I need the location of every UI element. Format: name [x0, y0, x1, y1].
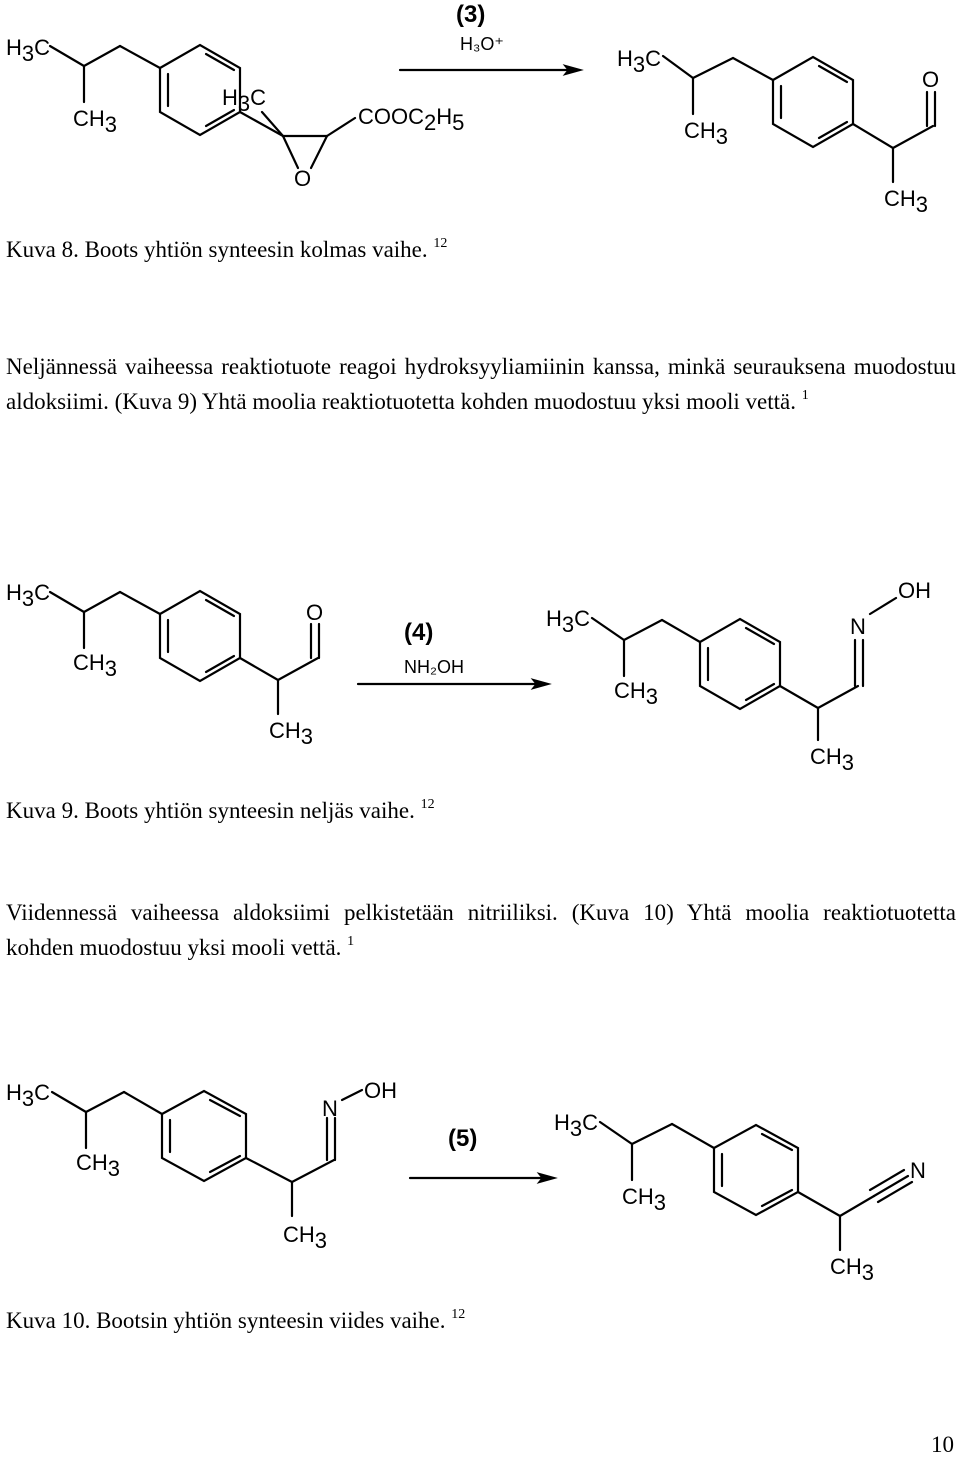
reaction-arrow-3 — [400, 1, 582, 75]
product-aldehyde — [617, 46, 939, 217]
reactant-aldoxime — [6, 1078, 397, 1253]
step-label: (5) — [448, 1125, 478, 1152]
svg-text:N: N — [850, 614, 866, 639]
svg-text:CH3: CH3 — [684, 118, 729, 149]
reaction-arrow-4 — [358, 619, 550, 689]
svg-text:CH3: CH3 — [73, 106, 118, 137]
svg-text:CH3: CH3 — [830, 1254, 875, 1285]
svg-text:H3C: H3C — [6, 35, 51, 66]
svg-text:COOC2H5: COOC2H5 — [358, 104, 465, 135]
svg-text:H3C: H3C — [554, 1110, 599, 1141]
reference-superscript: 12 — [433, 236, 448, 251]
svg-text:H3C: H3C — [6, 580, 51, 611]
step-label: (4) — [404, 619, 434, 646]
svg-text:H3C: H3C — [6, 1080, 51, 1111]
svg-text:H3C: H3C — [617, 46, 662, 77]
svg-text:CH3: CH3 — [622, 1184, 667, 1215]
svg-text:H3C: H3C — [222, 85, 267, 116]
svg-text:O: O — [922, 67, 940, 92]
reference-superscript: 1 — [801, 388, 809, 403]
reactant-glycidic-ester — [6, 35, 464, 191]
svg-text:O: O — [294, 166, 312, 191]
svg-text:O: O — [306, 600, 324, 625]
svg-text:CH3: CH3 — [73, 650, 118, 681]
figure-8-scheme — [0, 0, 960, 215]
svg-text:CH3: CH3 — [614, 678, 659, 709]
svg-text:N: N — [910, 1158, 926, 1183]
figure-8-caption: Kuva 8. Boots yhtiön synteesin kolmas vaihe. $^{12}$ — [6, 236, 448, 262]
reagent-label: H₃O⁺ — [460, 34, 504, 54]
product-aldoxime — [546, 578, 931, 775]
reference-superscript: 1 — [347, 934, 355, 949]
reaction-arrow-5 — [410, 1125, 556, 1183]
product-nitrile — [554, 1110, 926, 1285]
svg-text:CH3: CH3 — [76, 1150, 121, 1181]
svg-text:N: N — [322, 1096, 338, 1121]
svg-text:CH3: CH3 — [810, 744, 855, 775]
svg-text:OH: OH — [898, 578, 931, 603]
reference-superscript: 12 — [451, 1307, 466, 1322]
svg-text:CH3: CH3 — [884, 186, 929, 217]
svg-text:CH3: CH3 — [283, 1222, 328, 1253]
figure-9-scheme — [0, 570, 960, 775]
reference-superscript: 12 — [420, 797, 435, 812]
figure-9-caption: Kuva 9. Boots yhtiön synteesin neljäs vaihe. $^{12}$ — [6, 797, 435, 823]
paragraph-step-4: Neljännessä vaiheessa reaktiotuote reagoi hydroksyyliamiinin kanssa, minkä seurauksena muodostuu aldoksiimi. (Kuva 9) Yhtä moolia reaktiotuotetta kohden muodostuu yksi mooli vettä. $^1$ — [6, 354, 956, 414]
svg-text:H3C: H3C — [546, 606, 591, 637]
reagent-label: NH₂OH — [404, 657, 464, 677]
figure-10-caption: Kuva 10. Bootsin yhtiön synteesin viides vaihe. $^{12}$ — [6, 1307, 466, 1333]
svg-text:CH3: CH3 — [269, 718, 314, 749]
figure-10-scheme — [0, 1070, 960, 1285]
step-label: (3) — [456, 1, 486, 28]
svg-text:OH: OH — [364, 1078, 397, 1103]
paragraph-step-5: Viidennessä vaiheessa aldoksiimi pelkistetään nitriiliksi. (Kuva 10) Yhtä moolia reaktiotuotetta kohden muodostuu yksi mooli vettä. $^1$ — [6, 900, 956, 960]
page-number: 10 — [931, 1432, 954, 1457]
reactant-aldehyde — [6, 580, 323, 749]
